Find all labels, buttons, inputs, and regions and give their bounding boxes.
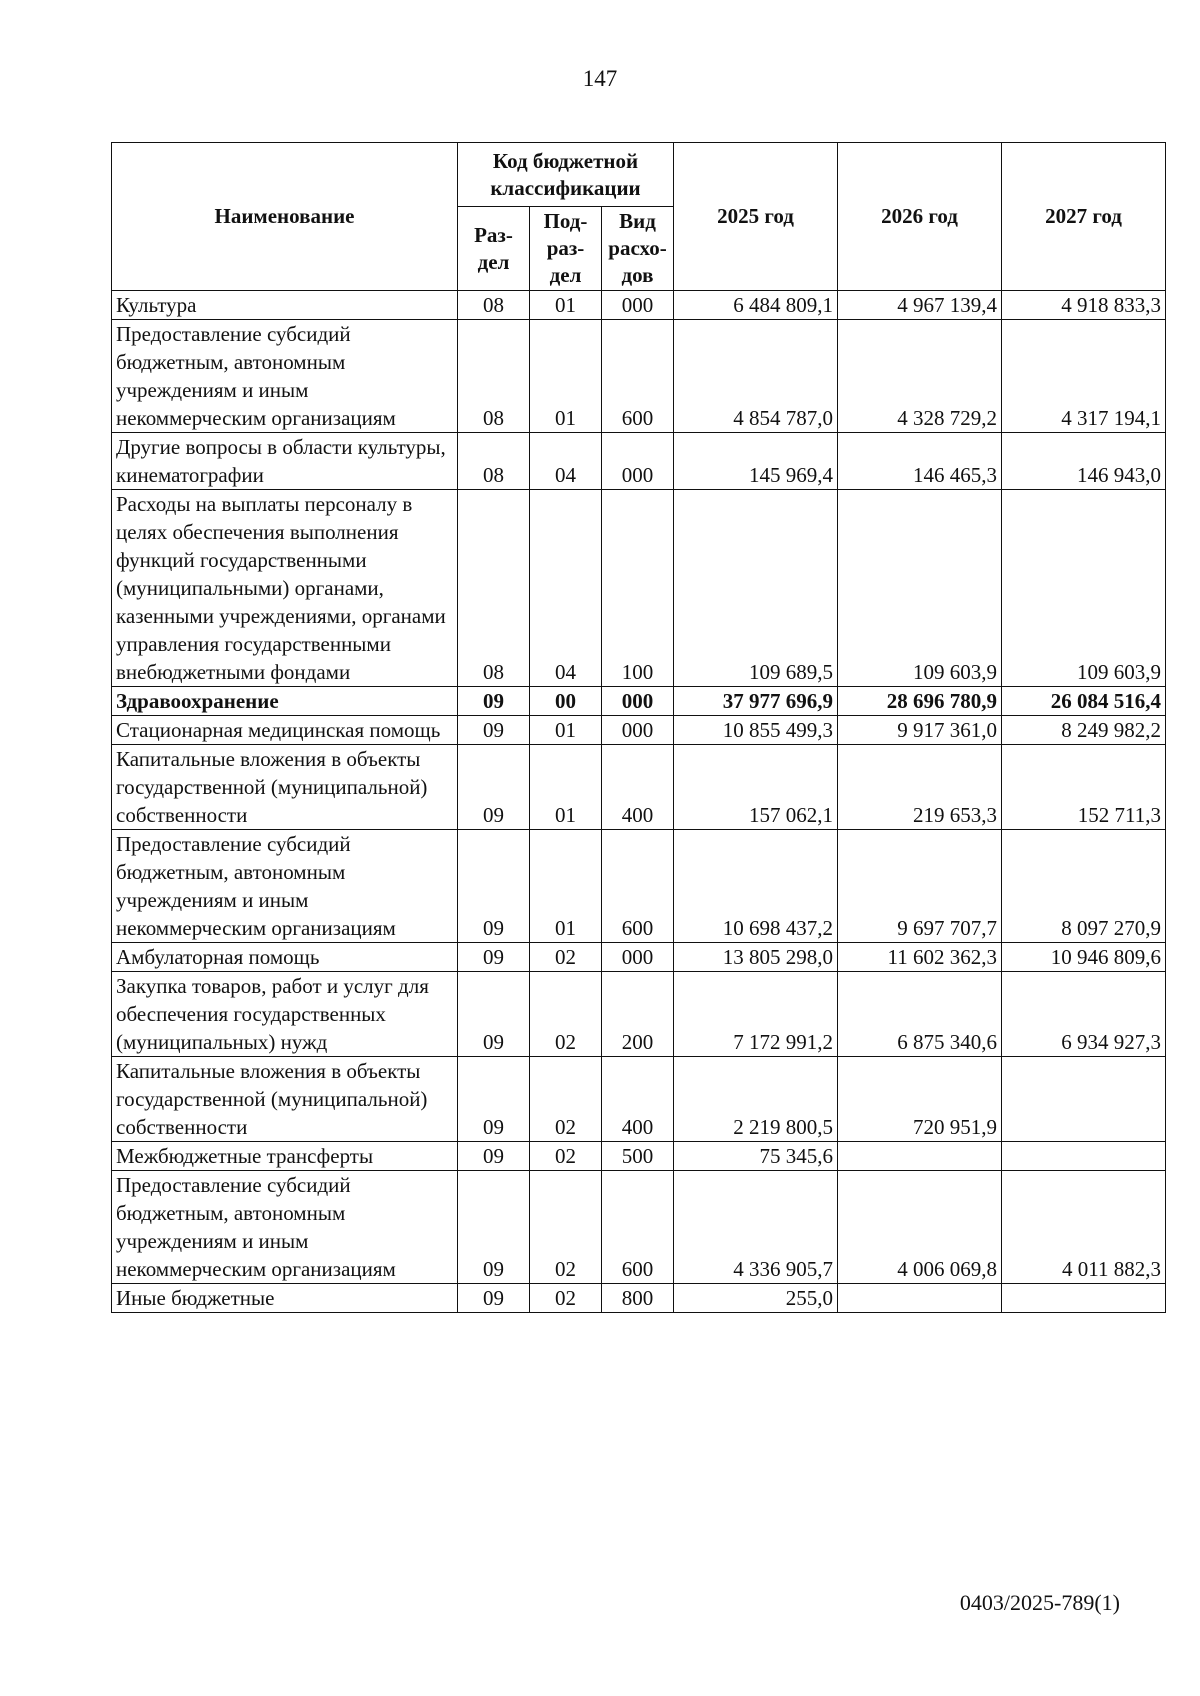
row-name: Расходы на выплаты персоналу в целях обеспечения выполнения функций государственными (муниципальными) органами, казенными учреждениями, органами управления государственными внебюджетными фондами xyxy=(112,490,458,687)
row-value-2025: 255,0 xyxy=(674,1284,838,1313)
row-name: Культура xyxy=(112,291,458,320)
row-value-2027 xyxy=(1002,1057,1166,1142)
row-value-2027 xyxy=(1002,1284,1166,1313)
row-vid: 600 xyxy=(602,1171,674,1284)
row-razdel: 09 xyxy=(458,687,530,716)
row-podrazdel: 01 xyxy=(530,320,602,433)
row-podrazdel: 01 xyxy=(530,745,602,830)
row-vid: 400 xyxy=(602,1057,674,1142)
header-vid: Вид расхо-дов xyxy=(602,207,674,291)
row-value-2027: 152 711,3 xyxy=(1002,745,1166,830)
row-podrazdel: 01 xyxy=(530,291,602,320)
row-podrazdel: 02 xyxy=(530,1171,602,1284)
table-row xyxy=(112,433,1166,490)
row-name: Капитальные вложения в объекты государственной (муниципальной) собственности xyxy=(112,1057,458,1142)
table-row xyxy=(112,943,1166,972)
row-value-2027: 10 946 809,6 xyxy=(1002,943,1166,972)
row-value-2026: 9 697 707,7 xyxy=(838,830,1002,943)
header-code-group: Код бюджетной классификации xyxy=(458,143,674,207)
row-value-2026: 4 967 139,4 xyxy=(838,291,1002,320)
table-row xyxy=(112,716,1166,745)
budget-table xyxy=(111,142,1166,1313)
row-value-2026: 4 006 069,8 xyxy=(838,1171,1002,1284)
row-razdel: 09 xyxy=(458,1142,530,1171)
header-razdel: Раз-дел xyxy=(458,207,530,291)
header-name: Наименование xyxy=(112,143,458,291)
row-value-2025: 7 172 991,2 xyxy=(674,972,838,1057)
row-vid: 200 xyxy=(602,972,674,1057)
row-value-2027: 4 317 194,1 xyxy=(1002,320,1166,433)
row-podrazdel: 02 xyxy=(530,1142,602,1171)
header-podrazdel: Под-раз-дел xyxy=(530,207,602,291)
table-row xyxy=(112,320,1166,433)
row-vid: 000 xyxy=(602,433,674,490)
row-name: Предоставление субсидий бюджетным, автономным учреждениям и иным некоммерческим организациям xyxy=(112,320,458,433)
row-value-2025: 10 855 499,3 xyxy=(674,716,838,745)
row-name: Иные бюджетные xyxy=(112,1284,458,1313)
row-value-2026: 6 875 340,6 xyxy=(838,972,1002,1057)
row-vid: 000 xyxy=(602,943,674,972)
row-razdel: 09 xyxy=(458,1284,530,1313)
row-name: Закупка товаров, работ и услуг для обеспечения государственных (муниципальных) нужд xyxy=(112,972,458,1057)
page-number: 147 xyxy=(582,66,618,91)
row-razdel: 08 xyxy=(458,490,530,687)
row-vid: 100 xyxy=(602,490,674,687)
row-razdel: 08 xyxy=(458,291,530,320)
table-row xyxy=(112,745,1166,830)
row-vid: 600 xyxy=(602,830,674,943)
row-value-2025: 145 969,4 xyxy=(674,433,838,490)
row-value-2025: 6 484 809,1 xyxy=(674,291,838,320)
row-podrazdel: 01 xyxy=(530,716,602,745)
row-podrazdel: 02 xyxy=(530,1057,602,1142)
row-value-2026: 146 465,3 xyxy=(838,433,1002,490)
row-value-2025: 2 219 800,5 xyxy=(674,1057,838,1142)
row-name: Другие вопросы в области культуры, кинематографии xyxy=(112,433,458,490)
table-row xyxy=(112,1057,1166,1142)
row-value-2026 xyxy=(838,1284,1002,1313)
document-code: 0403/2025-789(1) xyxy=(959,1590,1120,1615)
header-2026: 2026 год xyxy=(838,143,1002,291)
row-value-2026: 9 917 361,0 xyxy=(838,716,1002,745)
row-razdel: 09 xyxy=(458,1171,530,1284)
row-name: Предоставление субсидий бюджетным, автономным учреждениям и иным некоммерческим организациям xyxy=(112,830,458,943)
row-name: Межбюджетные трансферты xyxy=(112,1142,458,1171)
row-name: Капитальные вложения в объекты государственной (муниципальной) собственности xyxy=(112,745,458,830)
table-row xyxy=(112,687,1166,716)
row-value-2027: 109 603,9 xyxy=(1002,490,1166,687)
table-row xyxy=(112,830,1166,943)
row-vid: 000 xyxy=(602,687,674,716)
row-podrazdel: 04 xyxy=(530,490,602,687)
table-row xyxy=(112,490,1166,687)
row-value-2026: 109 603,9 xyxy=(838,490,1002,687)
row-name: Амбулаторная помощь xyxy=(112,943,458,972)
row-vid: 500 xyxy=(602,1142,674,1171)
row-razdel: 08 xyxy=(458,433,530,490)
row-razdel: 09 xyxy=(458,1057,530,1142)
row-value-2027: 8 249 982,2 xyxy=(1002,716,1166,745)
row-value-2027: 146 943,0 xyxy=(1002,433,1166,490)
table-row xyxy=(112,972,1166,1057)
row-value-2026: 11 602 362,3 xyxy=(838,943,1002,972)
table-row xyxy=(112,291,1166,320)
row-value-2025: 4 336 905,7 xyxy=(674,1171,838,1284)
row-name: Здравоохранение xyxy=(112,687,458,716)
header-2025: 2025 год xyxy=(674,143,838,291)
row-razdel: 09 xyxy=(458,745,530,830)
row-vid: 000 xyxy=(602,716,674,745)
row-value-2027: 8 097 270,9 xyxy=(1002,830,1166,943)
row-vid: 600 xyxy=(602,320,674,433)
row-razdel: 08 xyxy=(458,320,530,433)
table-row xyxy=(112,1284,1166,1313)
row-vid: 800 xyxy=(602,1284,674,1313)
row-razdel: 09 xyxy=(458,943,530,972)
header-2027: 2027 год xyxy=(1002,143,1166,291)
row-value-2026: 4 328 729,2 xyxy=(838,320,1002,433)
row-value-2026: 219 653,3 xyxy=(838,745,1002,830)
row-name: Предоставление субсидий бюджетным, автономным учреждениям и иным некоммерческим организациям xyxy=(112,1171,458,1284)
row-razdel: 09 xyxy=(458,830,530,943)
row-podrazdel: 02 xyxy=(530,943,602,972)
row-value-2027: 4 011 882,3 xyxy=(1002,1171,1166,1284)
table-row xyxy=(112,1171,1166,1284)
row-podrazdel: 04 xyxy=(530,433,602,490)
row-value-2025: 37 977 696,9 xyxy=(674,687,838,716)
row-value-2025: 13 805 298,0 xyxy=(674,943,838,972)
row-razdel: 09 xyxy=(458,716,530,745)
row-vid: 400 xyxy=(602,745,674,830)
row-value-2027: 6 934 927,3 xyxy=(1002,972,1166,1057)
row-value-2025: 109 689,5 xyxy=(674,490,838,687)
row-podrazdel: 02 xyxy=(530,972,602,1057)
row-value-2026: 720 951,9 xyxy=(838,1057,1002,1142)
row-value-2025: 4 854 787,0 xyxy=(674,320,838,433)
row-value-2025: 157 062,1 xyxy=(674,745,838,830)
row-name: Стационарная медицинская помощь xyxy=(112,716,458,745)
row-value-2026: 28 696 780,9 xyxy=(838,687,1002,716)
row-podrazdel: 00 xyxy=(530,687,602,716)
row-vid: 000 xyxy=(602,291,674,320)
row-value-2025: 75 345,6 xyxy=(674,1142,838,1171)
row-podrazdel: 02 xyxy=(530,1284,602,1313)
row-value-2026 xyxy=(838,1142,1002,1171)
row-value-2027: 26 084 516,4 xyxy=(1002,687,1166,716)
row-value-2027: 4 918 833,3 xyxy=(1002,291,1166,320)
row-razdel: 09 xyxy=(458,972,530,1057)
row-value-2027 xyxy=(1002,1142,1166,1171)
row-value-2025: 10 698 437,2 xyxy=(674,830,838,943)
row-podrazdel: 01 xyxy=(530,830,602,943)
table-row xyxy=(112,1142,1166,1171)
